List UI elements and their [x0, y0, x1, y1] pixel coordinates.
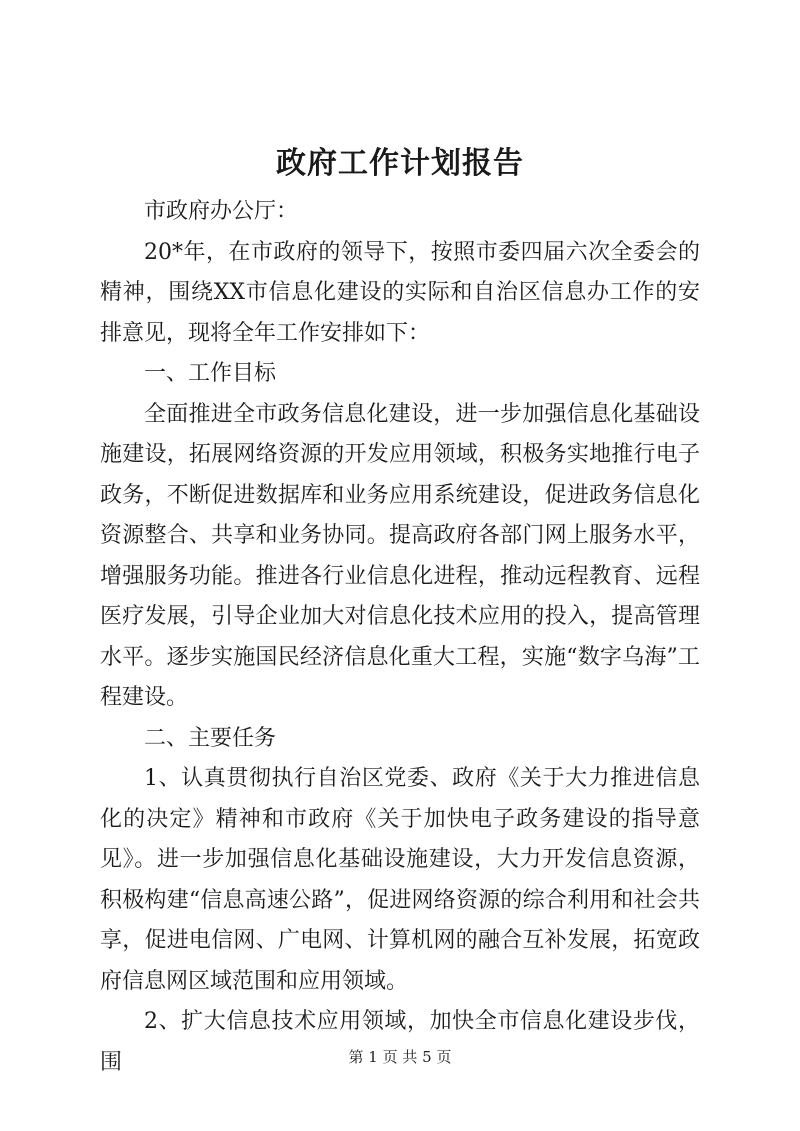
- section-heading-goals: 一、工作目标: [144, 361, 277, 386]
- task-item-2: 2、扩大信息技术应用领域，加快全市信息化建设步伐，围: [100, 1009, 700, 1075]
- salutation: 市政府办公厅：: [144, 199, 299, 224]
- goals-paragraph: 全面推进全市政务信息化建设，进一步加强信息化基础设施建设，拓展网络资源的开发应用领域，积极务实地推行电子政务，不断促进数据库和业务应用系统建设，促进政务信息化资源整合、共享和业务协同。提高政府各部门网上服务水平，增强服务功能。推进各行业信息化进程，推动远程教育、远程医疗发展，引导企业加大对信息化技术应用的投入，提高管理水平。逐步实施国民经济信息化重大工程，实施“数字乌海”工程建设。: [100, 401, 700, 710]
- document-body: [100, 192, 700, 1083]
- page-footer: 第 1 页 共 5 页: [348, 1048, 452, 1066]
- intro-paragraph: 20*年，在市政府的领导下，按照市委四届六次全委会的精神，围绕XX市信息化建设的实际和自治区信息办工作的安排意见，现将全年工作安排如下：: [100, 239, 700, 346]
- task-item-1: 1、认真贯彻执行自治区党委、政府《关于大力推进信息化的决定》精神和市政府《关于加快电子政务建设的指导意见》。进一步加强信息化基础设施建设，大力开发信息资源，积极构建“信息高速公路”，促进网络资源的综合利用和社会共享，促进电信网、广电网、计算机网的融合互补发展，拓宽政府信息网区域范围和应用领域。: [100, 766, 700, 994]
- section-heading-tasks: 二、主要任务: [144, 725, 277, 751]
- document-title: 政府工作计划报告: [276, 146, 524, 181]
